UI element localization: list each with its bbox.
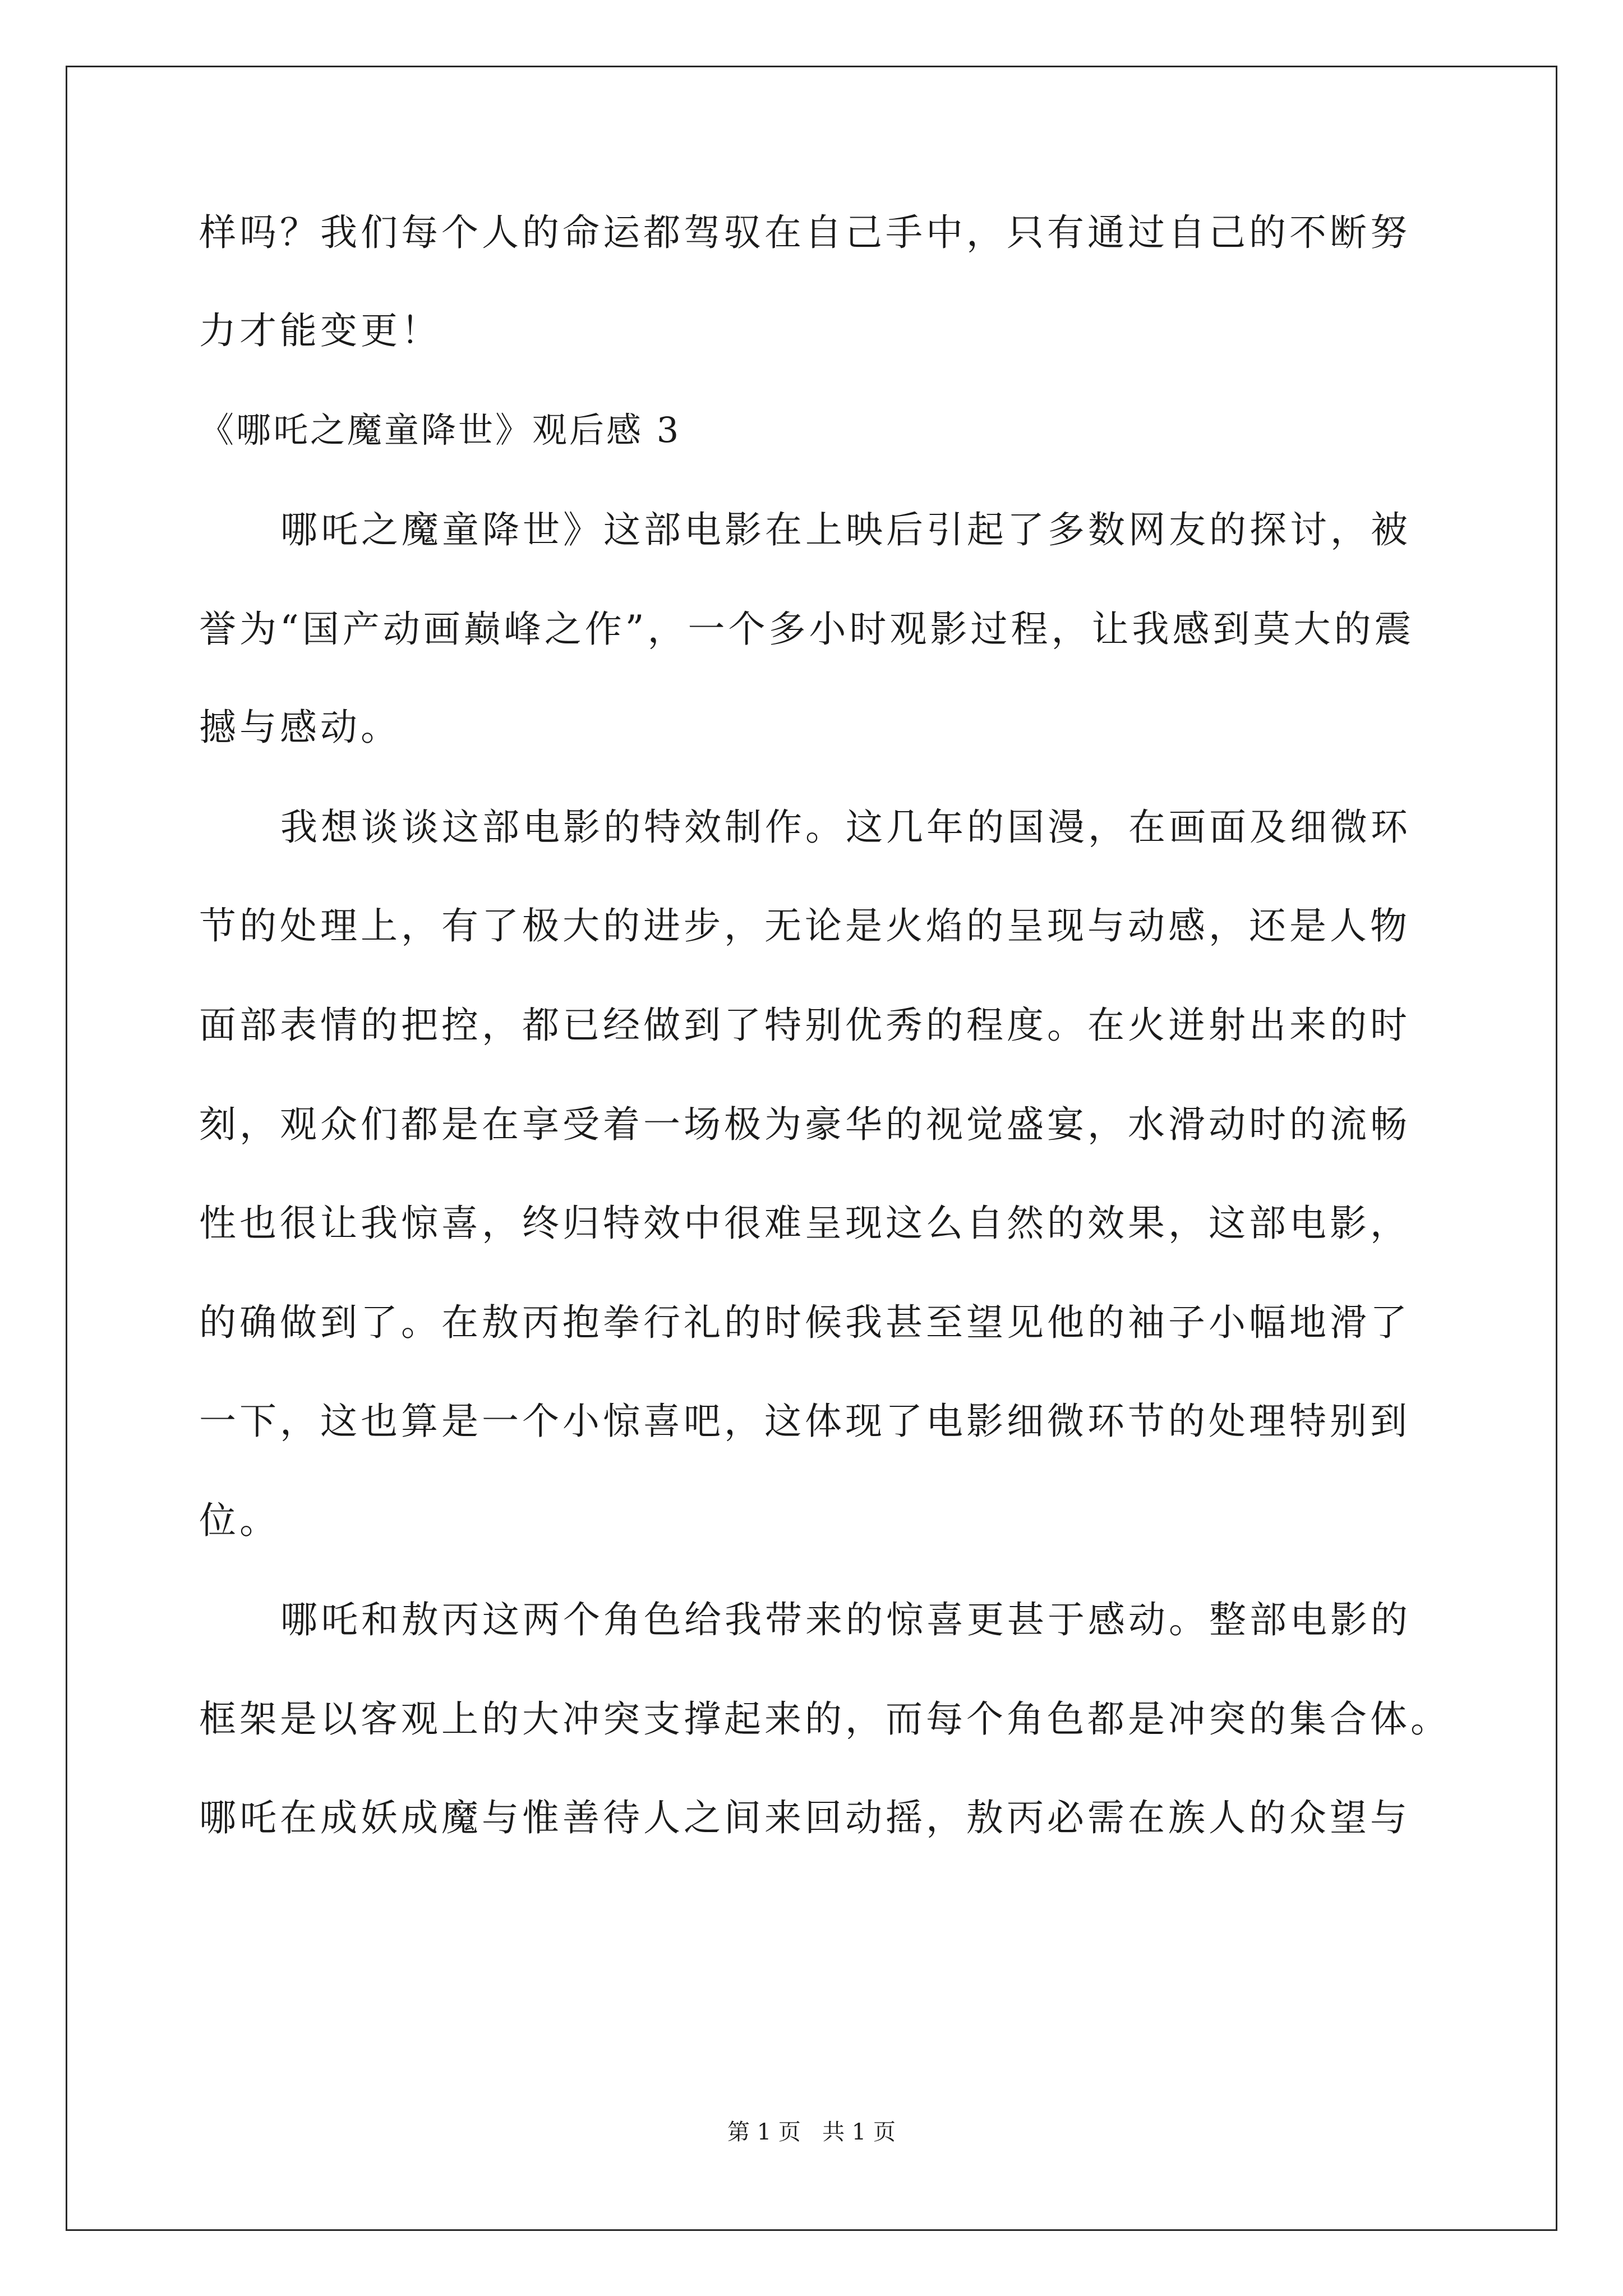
text-line: 样吗？我们每个人的命运都驾驭在自己手中，只有通过自己的不断努 bbox=[199, 211, 1410, 254]
text-line: 哪吒在成妖成魔与惟善待人之间来回动摇，敖丙必需在族人的众望与 bbox=[199, 1796, 1410, 1839]
text-line: 框架是以客观上的大冲突支撑起来的，而每个角色都是冲突的集合体。 bbox=[199, 1697, 1451, 1741]
text-line: 位。 bbox=[199, 1499, 280, 1542]
text-line: 节的处理上，有了极大的进步，无论是火焰的呈现与动感，还是人物 bbox=[199, 904, 1410, 947]
text-line: 面部表情的把控，都已经做到了特别优秀的程度。在火迸射出来的时 bbox=[199, 1004, 1410, 1047]
text-line: 刻，观众们都是在享受着一场极为豪华的视觉盛宴，水滑动时的流畅 bbox=[199, 1103, 1410, 1146]
section-heading: 《哪吒之魔童降世》观后感 3 bbox=[199, 409, 681, 450]
paragraph-first-line: 哪吒和敖丙这两个角色给我带来的惊喜更甚于感动。整部电影的 bbox=[280, 1598, 1411, 1641]
paragraph-first-line: 哪吒之魔童降世》这部电影在上映后引起了多数网友的探讨，被 bbox=[280, 508, 1411, 551]
text-line: 誉为“国产动画巅峰之作”，一个多小时观影过程，让我感到莫大的震 bbox=[199, 608, 1415, 651]
paragraph-first-line: 我想谈谈这部电影的特效制作。这几年的国漫，在画面及细微环 bbox=[280, 806, 1411, 849]
text-line: 性也很让我惊喜，终归特效中很难呈现这么自然的效果，这部电影， bbox=[199, 1202, 1410, 1245]
text-line: 撼与感动。 bbox=[199, 706, 401, 749]
page-number-footer: 第 1 页 共 1 页 bbox=[727, 2119, 896, 2145]
page-border bbox=[66, 66, 1557, 2231]
text-line: 的确做到了。在敖丙抱拳行礼的时候我甚至望见他的袖子小幅地滑了 bbox=[199, 1301, 1410, 1344]
text-line: 力才能变更！ bbox=[199, 309, 441, 352]
text-line: 一下，这也算是一个小惊喜吧，这体现了电影细微环节的处理特别到 bbox=[199, 1400, 1410, 1443]
